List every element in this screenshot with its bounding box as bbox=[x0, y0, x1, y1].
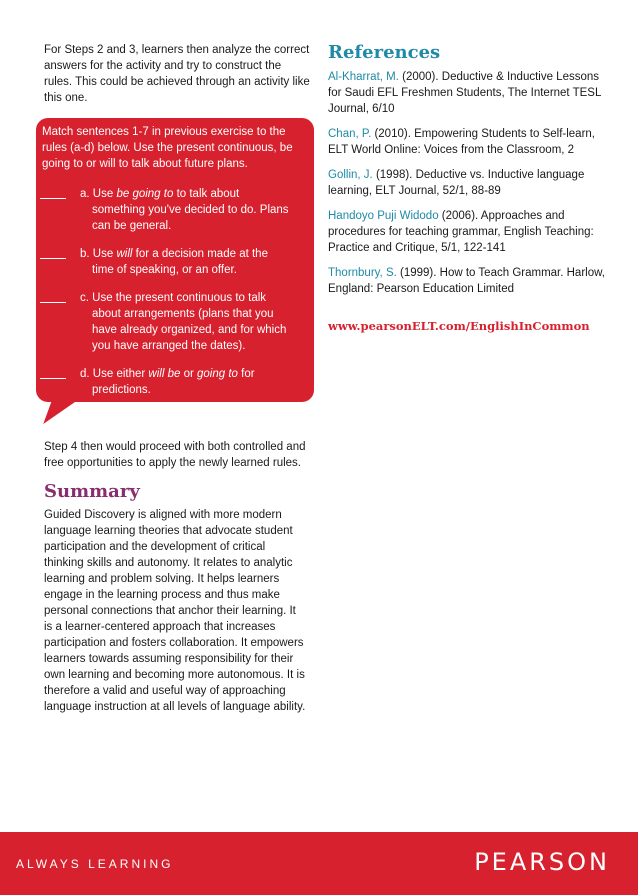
answer-blank[interactable] bbox=[40, 258, 66, 259]
rule-a: a. Use be going to to talk about something you've decided to do. Plans can be general. bbox=[42, 186, 304, 234]
step4-paragraph: Step 4 then would proceed with both controlled and free opportunities to apply the newly learned rules. bbox=[44, 441, 306, 469]
rule-letter: d. bbox=[80, 368, 90, 380]
website-link[interactable]: www.pearsonELT.com/EnglishInCommon bbox=[328, 319, 590, 333]
reference-author: Handoyo Puji Widodo bbox=[328, 210, 439, 222]
references-heading: References bbox=[328, 42, 441, 63]
reference-item: Al-Kharrat, M. (2000). Deductive & Inductive Lessons for Saudi EFL Freshmen Students, The Internet TESL Journal, 6/10 bbox=[328, 71, 601, 115]
exercise-instructions: Match sentences 1-7 in previous exercise to the rules (a-d) below. Use the present continuous, be going to or will to talk about future plans. bbox=[42, 126, 293, 170]
summary-heading: Summary bbox=[44, 481, 140, 502]
rule-letter: a. bbox=[80, 188, 90, 200]
reference-author: Al-Kharrat, M. bbox=[328, 71, 399, 83]
reference-item: Gollin, J. (1998). Deductive vs. Inductive language learning, ELT Journal, 52/1, 88-89 bbox=[328, 169, 585, 197]
reference-item: Chan, P. (2010). Empowering Students to Self-learn, ELT World Online: Voices from the Classroom, 2 bbox=[328, 128, 595, 156]
rule-d: d. Use either will be or going to for predictions. bbox=[42, 366, 304, 398]
exercise-bubble-content bbox=[42, 124, 304, 410]
rule-letter: b. bbox=[80, 248, 90, 260]
footer-tagline: ALWAYS LEARNING bbox=[16, 857, 174, 871]
footer-bar bbox=[0, 832, 638, 895]
intro-section bbox=[44, 42, 310, 106]
step4-section bbox=[44, 439, 310, 471]
intro-paragraph: For Steps 2 and 3, learners then analyze the correct answers for the activity and try to construct the rules. This could be achieved through an activity like this one. bbox=[44, 44, 310, 104]
answer-blank[interactable] bbox=[40, 198, 66, 199]
summary-paragraph: Guided Discovery is aligned with more modern language learning theories that advocate student participation and the development of critical thinking skills and autonomy. It relates to analytic learning and problem solving. It helps learners engage in the learning process and thus make personal connections that anchor their learning. It is a learner-centered approach that increases participation and fosters collaboration. It empowers learners towards assuming responsibility for their own learning and becoming more autonomous. It is therefore a valid and useful way of approaching language instruction at all levels of language ability. bbox=[44, 509, 306, 713]
summary-section bbox=[44, 507, 306, 715]
rule-b: b. Use will for a decision made at the time of speaking, or an offer. bbox=[42, 246, 304, 278]
rule-c: c. Use the present continuous to talk about arrangements (plans that you have already organized, and for which you have arranged the dates). bbox=[42, 290, 304, 354]
reference-item: Thornbury, S. (1999). How to Teach Grammar. Harlow, England: Pearson Education Limited bbox=[328, 267, 605, 295]
answer-blank[interactable] bbox=[40, 378, 66, 379]
pearson-logo: PEARSON bbox=[474, 848, 610, 876]
answer-blank[interactable] bbox=[40, 302, 66, 303]
reference-author: Chan, P. bbox=[328, 128, 372, 140]
reference-item: Handoyo Puji Widodo (2006). Approaches and procedures for teaching grammar, English Teaching: Practice and Critique, 5/1, 122-141 bbox=[328, 210, 594, 254]
reference-author: Gollin, J. bbox=[328, 169, 373, 181]
reference-author: Thornbury, S. bbox=[328, 267, 397, 279]
rule-letter: c. bbox=[80, 292, 89, 304]
references-section bbox=[328, 42, 608, 333]
